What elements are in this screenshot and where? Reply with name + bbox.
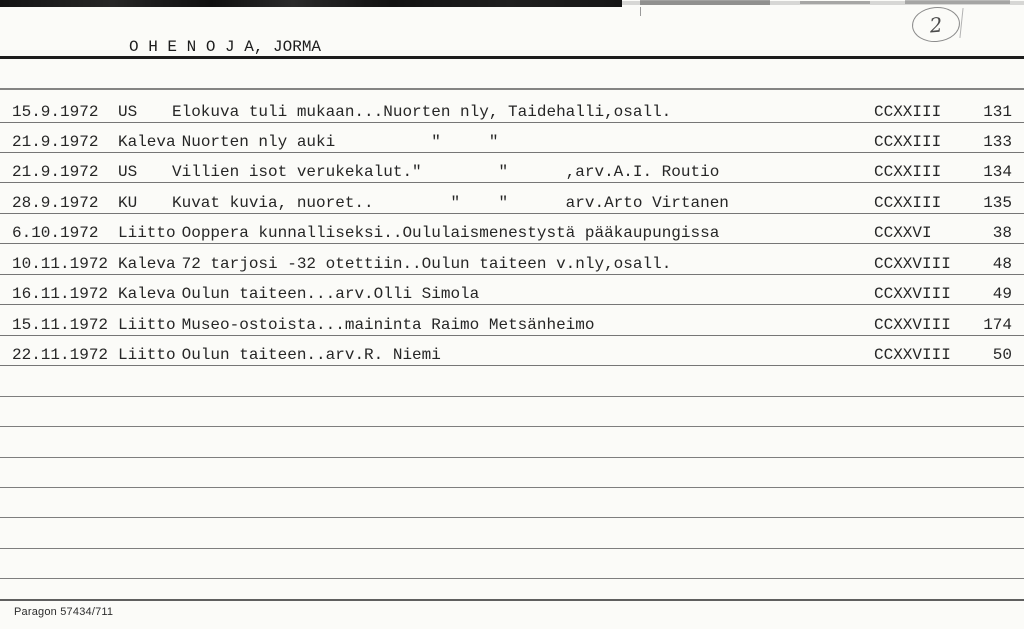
- card-title-person-name: O H E N O J A, JORMA: [129, 38, 322, 56]
- entry-text: Elokuva tuli mukaan...Nuorten nly, Taidehalli,osall.: [172, 102, 672, 121]
- page-number-text: 2: [928, 11, 944, 38]
- ruled-line: [0, 436, 1024, 457]
- reference-page: 50: [992, 346, 1012, 365]
- entry-reference: [874, 315, 1012, 335]
- entry-date: 16.11.1972: [12, 285, 109, 304]
- entry-date: 6.10.1972: [12, 224, 99, 243]
- footer-rule: [0, 599, 1024, 601]
- entry-text: Oulun taiteen..arv.R. Niemi: [181, 346, 441, 365]
- entry-source: Liitto: [118, 224, 176, 243]
- ruled-line: [0, 558, 1024, 579]
- entry-row: [0, 345, 1024, 366]
- entry-row: [0, 223, 1024, 244]
- reference-volume: CCXXIII: [874, 102, 942, 121]
- entry-reference: [874, 193, 1012, 213]
- reference-page: 131: [983, 102, 1012, 121]
- entry-source: Kaleva: [118, 285, 176, 304]
- entry-date: 15.11.1972: [12, 315, 109, 334]
- entry-source: Liitto: [118, 346, 176, 365]
- entry-row: [0, 162, 1024, 183]
- entry-reference: [874, 162, 1012, 182]
- entry-date: 15.9.1972: [12, 102, 99, 121]
- entry-text: Villien isot verukekalut." " ,arv.A.I. Routio: [172, 163, 720, 182]
- entry-date: 21.9.1972: [12, 133, 99, 152]
- entry-source: US: [118, 163, 138, 182]
- reference-volume: CCXXVIII: [874, 315, 951, 334]
- reference-volume: CCXXIII: [874, 163, 942, 182]
- entry-reference: [874, 102, 1012, 122]
- ruled-line: [0, 528, 1024, 549]
- entry-row: [0, 193, 1024, 214]
- reference-page: 48: [992, 254, 1012, 273]
- entry-date: 22.11.1972: [12, 346, 109, 365]
- entry-text: Kuvat kuvia, nuoret.. " " arv.Arto Virtanen: [172, 193, 729, 212]
- reference-page: 135: [983, 193, 1012, 212]
- entry-source: Kaleva: [118, 254, 176, 273]
- entry-text: Ooppera kunnalliseksi..Oululaismenestystä pääkaupungissa: [181, 224, 720, 243]
- entry-row: [0, 284, 1024, 305]
- entry-date: 21.9.1972: [12, 163, 99, 182]
- reference-page: 133: [983, 133, 1012, 152]
- ruled-line: [0, 497, 1024, 518]
- reference-volume: CCXXVIII: [874, 346, 951, 365]
- entry-text: 72 tarjosi -32 otettiin..Oulun taiteen v.nly,osall.: [181, 254, 672, 273]
- entry-text: Museo-ostoista...maininta Raimo Metsänheimo: [181, 315, 595, 334]
- entry-row: [0, 253, 1024, 274]
- entry-row: [0, 314, 1024, 335]
- entry-reference: [874, 345, 1012, 365]
- entry-reference: [874, 223, 1012, 243]
- entry-date: 28.9.1972: [12, 193, 99, 212]
- entry-source: US: [118, 102, 138, 121]
- entry-reference: [874, 284, 1012, 304]
- card-stock-print-code: Paragon 57434/711: [14, 606, 114, 618]
- reference-volume: CCXXVIII: [874, 254, 951, 273]
- reference-page: 174: [983, 315, 1012, 334]
- entry-text: Oulun taiteen...arv.Olli Simola: [181, 285, 480, 304]
- reference-page: 49: [992, 285, 1012, 304]
- entry-row: [0, 132, 1024, 153]
- reference-volume: CCXXIII: [874, 133, 942, 152]
- reference-page: 134: [983, 163, 1012, 182]
- entry-reference: [874, 132, 1012, 152]
- reference-volume: CCXXVIII: [874, 285, 951, 304]
- entry-source: KU: [118, 193, 138, 212]
- reference-volume: CCXXVI: [874, 224, 932, 243]
- ruled-line: [0, 406, 1024, 427]
- entry-reference: [874, 254, 1012, 274]
- reference-page: 38: [992, 224, 1012, 243]
- entry-source: Liitto: [118, 315, 176, 334]
- ruled-line: [0, 375, 1024, 396]
- reference-volume: CCXXIII: [874, 193, 942, 212]
- ruled-line: [0, 467, 1024, 488]
- entry-date: 10.11.1972: [12, 254, 109, 273]
- entry-text: Nuorten nly auki " ": [181, 133, 499, 152]
- entry-source: Kaleva: [118, 133, 176, 152]
- entry-row: [0, 101, 1024, 122]
